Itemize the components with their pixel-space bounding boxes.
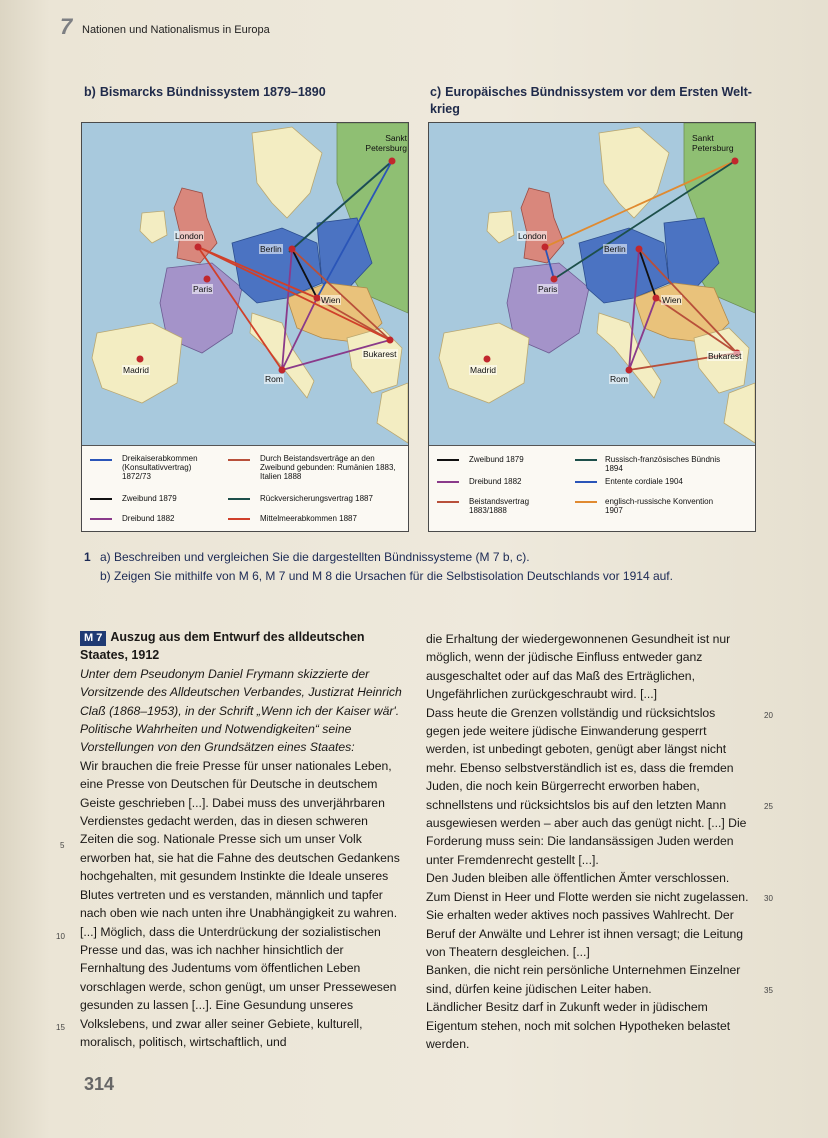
task-block (84, 548, 764, 588)
legend-swatch (90, 459, 112, 461)
source-right-paragraph: Banken, die nicht rein persönliche Unternehmen Einzelner sind, dürfen keine jüdischen Leiter haben. (426, 963, 741, 996)
line-number: 15 (56, 1023, 65, 1032)
source-right-column (426, 630, 752, 1053)
line-number: 5 (60, 841, 65, 850)
map-b-title (84, 84, 326, 101)
line-number: 35 (764, 986, 773, 995)
legend-item: Mittelmeerabkommen 1887 (260, 514, 357, 523)
legend-item: englisch-russische Konvention 1907 (605, 497, 714, 515)
city-wien: Wien (662, 295, 682, 305)
chapter-number: 7 (60, 14, 73, 39)
map-b (81, 122, 409, 532)
legend-item: Rückversicherungsvertrag 1887 (260, 494, 373, 503)
city-berlin: Berlin (604, 244, 626, 254)
legend-item: Entente cordiale 1904 (605, 477, 683, 486)
source-right-paragraph: die Erhaltung der wiedergewonnenen Gesundheit ist nur möglich, wenn der jüdische Einfluss entweder ganz ausgeschaltet oder auf das Maß des Erträglichen, Ungefährlichen zurückgeschraubt wird. [...] (426, 632, 731, 702)
map-b-label: b) (84, 85, 96, 99)
city-london: London (518, 231, 547, 241)
source-left-text: Wir brauchen die freie Presse für unser nationales Leben, eine Presse von Deutschen für Deutsche in deutschem Geiste geschrieben [...]. Dabei muss des unverjährbaren Verdienstes gedacht werden, das in diesen schweren Zeiten die sog. Nationale Presse sich um unser Volk erworben hat, sie hat die Fahne des deutschen Gedankens hochgehalten, mit gesundem Instinkte die Ideale unseres Blutes vertreten und es verstanden, männlich und tapfer nach oben wie nach unten ihre Unabhängigkeit zu wahren. [...] Möglich, dass die Unterdrückung der sozialistischen Presse und das, was ich nachher hinsichtlich der Fernhaltung des Judentums vom öffentlichen Leben vorschlagen werde, schon genügt, um unser Pressewesen gesunden zu lassen [...]. Eine Gesundung unseres Volkslebens, und zwar aller seiner Gebiete, kulturell, moralisch, politisch, wirtschaftlich, und (80, 758, 400, 1049)
line-number: 25 (764, 802, 773, 811)
map-c-title-line2: krieg (430, 102, 460, 116)
task-number: 1 (84, 550, 91, 564)
legend-item: Dreibund 1882 (122, 514, 175, 523)
legend-swatch (90, 518, 112, 520)
legend-item: Beistandsvertrag 1883/1888 (469, 497, 530, 515)
city-bukarest: Bukarest (708, 351, 742, 361)
legend-item: Durch Beistandsverträge an den Zweibund gebunden: Rumänien 1883, Italien 1888 (260, 454, 396, 481)
city-rom: Rom (265, 374, 283, 384)
city-madrid: Madrid (470, 365, 496, 375)
source-badge: M 7 (80, 631, 106, 646)
city-paris: Paris (538, 284, 558, 294)
source-left-column (80, 628, 405, 1051)
legend-swatch (575, 481, 597, 483)
city-london: London (175, 231, 204, 241)
city-madrid: Madrid (123, 365, 149, 375)
city-berlin: Berlin (260, 244, 282, 254)
source-intro: Unter dem Pseudonym Daniel Frymann skizzierte der Vorsitzende des Alldeutschen Verbandes, Justizrat Heinrich Claß (1868–1953), in der Schrift „Wenn ich der Kaiser wär'. Politische Wahrheiten und Notwendigkeiten“ seine Vorstellungen von den Grundsätzen eines Staates: (80, 666, 402, 755)
city-wien: Wien (321, 295, 341, 305)
line-number: 10 (56, 932, 65, 941)
map-c-graphic (429, 123, 755, 445)
line-number: 20 (764, 711, 773, 720)
city-sankt-petersburg: Sankt Petersburg (692, 133, 734, 153)
legend-swatch (228, 518, 250, 520)
legend-swatch (228, 498, 250, 500)
map-b-title-text: Bismarcks Bündnissystem 1879–1890 (99, 85, 326, 99)
map-c-label: c) (430, 85, 442, 99)
legend-swatch (575, 459, 597, 461)
map-c (428, 122, 756, 532)
map-c-title-line1: Europäisches Bündnissystem vor dem Ersten Welt- (445, 85, 752, 99)
source-right-paragraph: Dass heute die Grenzen vollständig und rücksichtslos gegen jede weitere jüdische Einwanderung gesperrt werden, ist unbedingt geboten, genügt aber längst nicht mehr. Ebenso selbstverständlich ist es, dass die fremden Juden, die noch kein Bürgerrecht erworben haben, schnellstens und rücksichtslos bis auf den letzten Mann ausgewiesen werden – aber auch das genügt nicht. [...] Die Forderung muss sein: Die landansässigen Juden werden unter Fremdenrecht gestellt [...]. (426, 705, 747, 867)
city-sankt-petersburg: Sankt Petersburg (365, 133, 407, 153)
legend-swatch (437, 459, 459, 461)
chapter-title: Nationen und Nationalismus in Europa (82, 24, 270, 36)
legend-swatch (437, 501, 459, 503)
line-number: 30 (764, 894, 773, 903)
legend-swatch (228, 459, 250, 461)
city-paris: Paris (193, 284, 213, 294)
task-a: a) Beschreiben und vergleichen Sie die dargestellten Bündnissysteme (M 7 b, c). (100, 550, 530, 564)
map-c-legend (429, 445, 755, 531)
source-right-paragraph: Den Juden bleiben alle öffentlichen Ämter verschlossen. Zum Dienst in Heer und Flotte werden sie nicht zugelassen. Sie erhalten weder aktives noch passives Wahlrecht. Der Beruf der Anwälte und Lehrer ist ihnen versagt; die Leitung von Theatern desgleichen. [...] (426, 871, 749, 959)
source-right-paragraph: Ländlicher Besitz darf in Zukunft weder in jüdischem Eigentum stehen, noch mit solchen Hypotheken belastet werden. (426, 1000, 731, 1051)
city-bukarest: Bukarest (363, 349, 397, 359)
legend-swatch (437, 481, 459, 483)
map-b-legend (82, 445, 408, 531)
legend-item: Russisch-französisches Bündnis 1894 (605, 455, 721, 473)
map-b-graphic (82, 123, 408, 445)
city-rom: Rom (610, 374, 628, 384)
map-c-title (430, 84, 760, 118)
source-title: Auszug aus dem Entwurf des alldeutschen Staates, 1912 (80, 630, 365, 663)
task-b: b) Zeigen Sie mithilfe von M 6, M 7 und M 8 die Ursachen für die Selbstisolation Deutschlands vor 1914 auf. (100, 569, 673, 583)
legend-item: Dreikaiserabkommen (Konsultativvertrag) 1872/73 (122, 454, 198, 481)
legend-swatch (90, 498, 112, 500)
page-number: 314 (84, 1074, 115, 1094)
legend-item: Dreibund 1882 (469, 477, 522, 486)
legend-item: Zweibund 1879 (122, 494, 177, 503)
legend-swatch (575, 501, 597, 503)
legend-item: Zweibund 1879 (469, 455, 524, 464)
